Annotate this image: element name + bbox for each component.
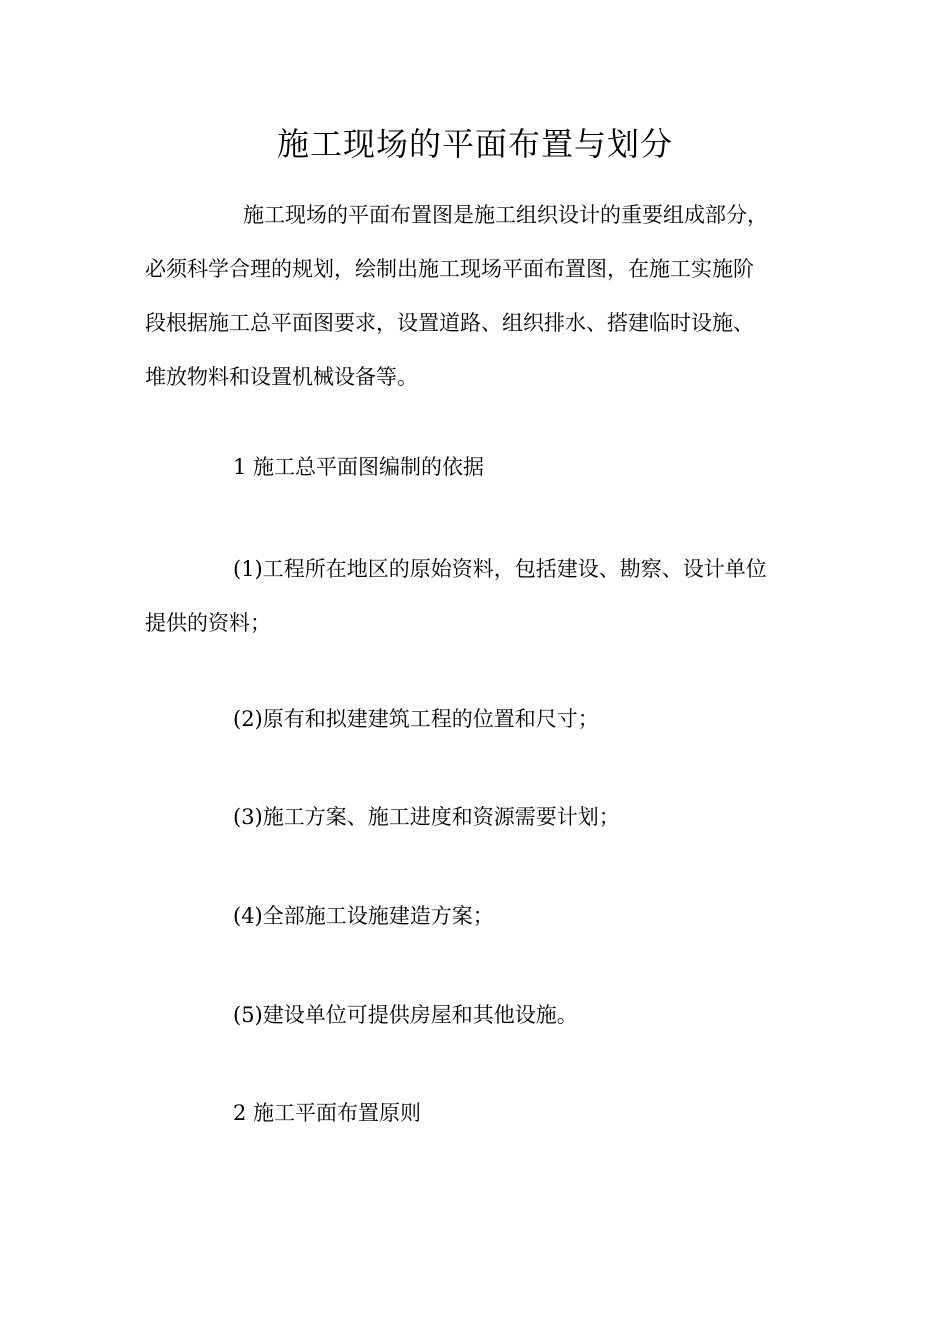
item-3-paragraph xyxy=(145,790,805,844)
item-1-line: 提供的资料； xyxy=(145,611,271,635)
item-2-paragraph xyxy=(145,692,805,746)
item-5-text: (5)建设单位可提供房屋和其他设施。 xyxy=(233,1003,578,1027)
section-1-heading xyxy=(145,440,805,494)
item-3-text: (3)施工方案、施工进度和资源需要计划； xyxy=(233,805,620,829)
section-2-heading xyxy=(145,1086,805,1140)
item-5-paragraph xyxy=(145,988,805,1042)
intro-paragraph xyxy=(145,188,805,404)
intro-line: 必须科学合理的规划，绘制出施工现场平面布置图，在施工实施阶 xyxy=(145,257,754,281)
section-2-heading-text: 2 施工平面布置原则 xyxy=(233,1101,422,1125)
intro-line: 施工现场的平面布置图是施工组织设计的重要组成部分， xyxy=(243,203,768,227)
item-1-paragraph xyxy=(145,542,805,650)
intro-line: 堆放物料和设置机械设备等。 xyxy=(145,365,418,389)
item-2-text: (2)原有和拟建建筑工程的位置和尺寸； xyxy=(233,707,599,731)
item-4-text: (4)全部施工设施建造方案； xyxy=(233,904,494,928)
item-1-line: (1)工程所在地区的原始资料，包括建设、勘察、设计单位 xyxy=(233,557,767,581)
item-4-paragraph xyxy=(145,889,805,943)
section-1-heading-text: 1 施工总平面图编制的依据 xyxy=(233,455,485,479)
intro-line: 段根据施工总平面图要求，设置道路、组织排水、搭建临时设施、 xyxy=(145,311,754,335)
document-title: 施工现场的平面布置与划分 xyxy=(276,125,673,163)
